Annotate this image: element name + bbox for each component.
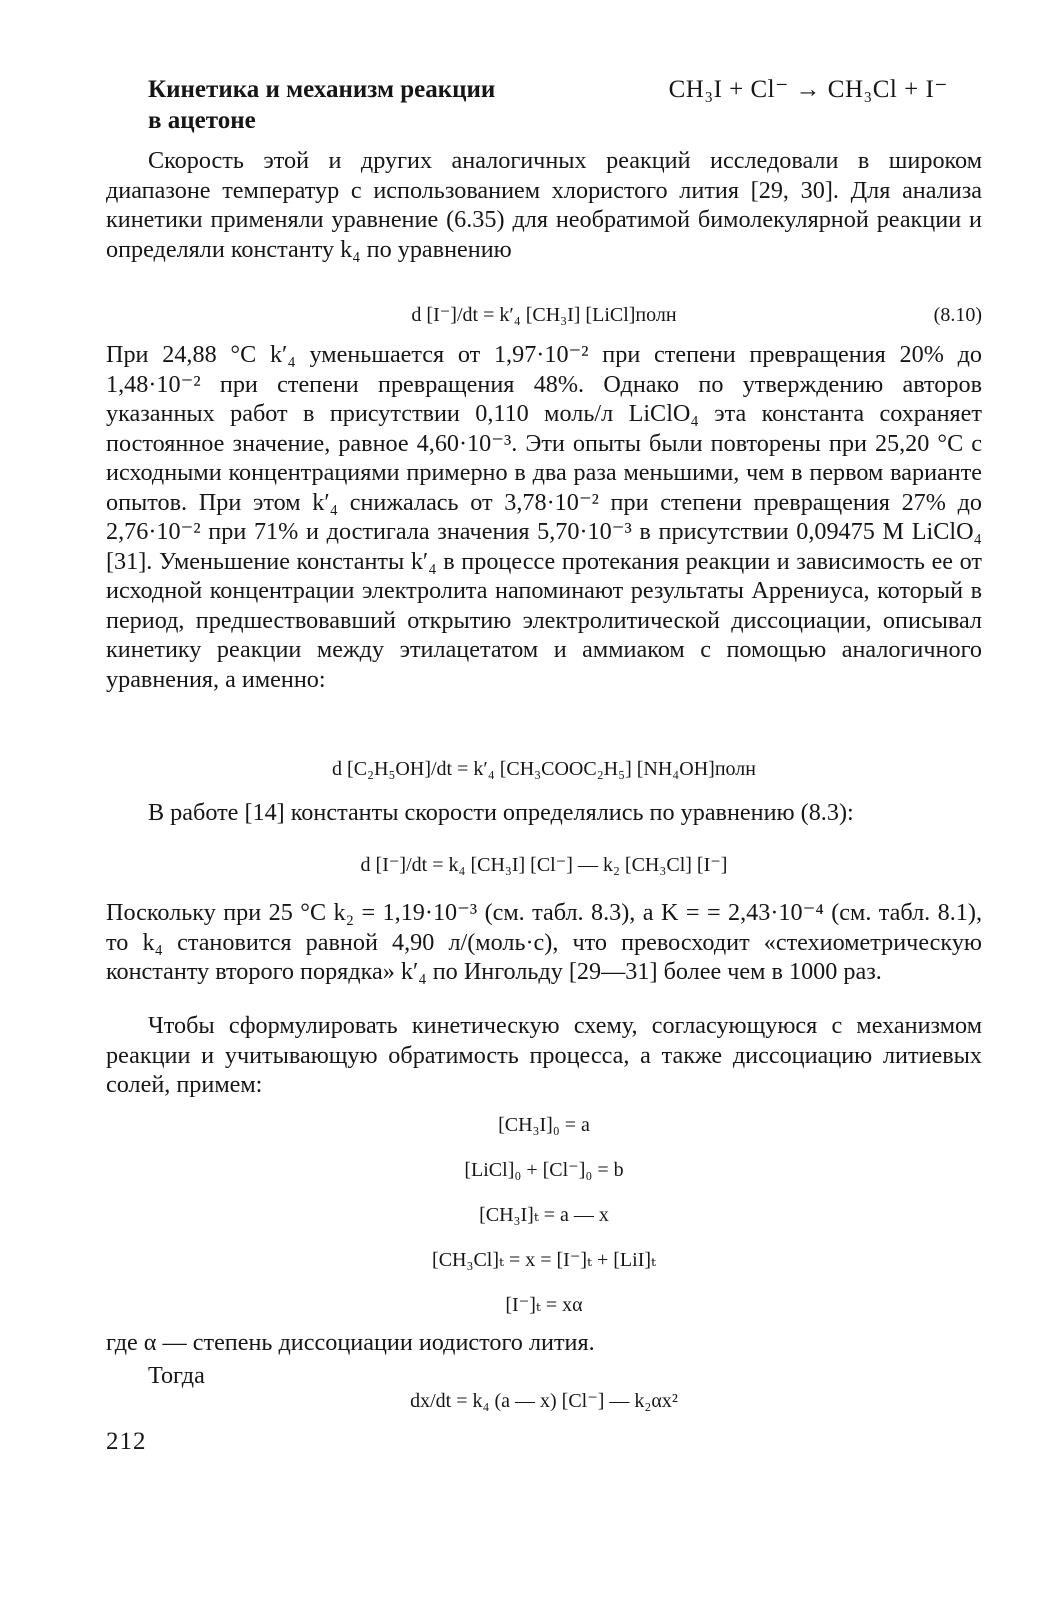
equation-8-10	[106, 302, 982, 328]
equation-initial-ch3i: [CH₃I]₀ = a	[498, 1114, 590, 1136]
equation-ch3cl-t: [CH₃Cl]ₜ = x = [I⁻]ₜ + [LiI]ₜ	[432, 1249, 656, 1271]
heading-subtitle: в ацетоне	[148, 107, 256, 134]
equation-8-3: d [I⁻]/dt = k₄ [CH₃I] [Cl⁻] — k₂ [CH₃Cl] [I⁻]	[360, 854, 728, 876]
paragraph-6: где α — степень диссоциации иодистого лития.	[106, 1329, 595, 1356]
page-number: 212	[106, 1428, 147, 1455]
equation-arrhenius: d [C₂H₅OH]/dt = k′₄ [CH₃COOC₂H₅] [NH₄OH]полн	[332, 758, 756, 780]
paragraph-7: Тогда	[148, 1362, 205, 1389]
heading-reaction: CH₃I + Cl⁻ → CH₃Cl + I⁻	[668, 76, 948, 103]
heading-title: Кинетика и механизм реакции	[148, 76, 496, 103]
paragraph-3: В работе [14] константы скорости определялись по уравнению (8.3):	[148, 799, 854, 826]
equation-rate: dx/dt = k₄ (a — x) [Cl⁻] — k₂αx²	[410, 1390, 678, 1412]
paragraph-1: Скорость этой и других аналогичных реакций исследовали в широком диапазоне температур с использованием хлористого лития [29, 30]. Для анализа кинетики применяли уравнение (6.35) для необратимой бимолекулярной реакции и определяли константу k₄ по уравнению	[106, 147, 982, 263]
paragraph-5: Чтобы сформулировать кинетическую схему, согласующуюся с механизмом реакции и учитывающую обратимость процесса, а также диссоциацию литиевых солей, примем:	[106, 1012, 982, 1098]
equation-8-10-body: d [I⁻]/dt = k′₄ [CH₃I] [LiCl]полн	[411, 304, 677, 326]
paragraph-2: При 24,88 °С k′₄ уменьшается от 1,97·10⁻² при степени превращения 20% до 1,48·10⁻² при степени превращения 48%. Однако по утверждению авторов указанных работ в присутствии 0,110 моль/л LiClO₄ эта константа сохраняет постоянное значение, равное 4,60·10⁻³. Эти опыты были повторены при 25,20 °С с исходными концентрациями примерно в два раза меньшими, чем в первом варианте опытов. При этом k′₄ снижалась от 3,78·10⁻² при степени превращения 27% до 2,76·10⁻² при 71% и достигала значения 5,70·10⁻³ в присутствии 0,09475 M LiClO₄ [31]. Уменьшение константы k′₄ в процессе протекания реакции и зависимость ее от исходной концентрации электролита напоминают результаты Аррениуса, который в период, предшествовавший открытию электролитической диссоциации, описывал кинетику реакции между этилацетатом и аммиаком с помощью аналогичного уравнения, а именно:	[106, 341, 982, 693]
section-heading	[148, 74, 948, 136]
paragraph-4: Поскольку при 25 °С k₂ = 1,19·10⁻³ (см. табл. 8.3), а K = = 2,43·10⁻⁴ (см. табл. 8.1), то k₄ становится равной 4,90 л/(моль·с), что превосходит «стехиометрическую константу второго порядка» k′₄ по Ингольду [29—31] более чем в 1000 раз.	[106, 899, 982, 985]
equation-iodide-t: [I⁻]ₜ = xα	[505, 1294, 583, 1316]
equation-ch3i-t: [CH₃I]ₜ = a — x	[479, 1204, 609, 1226]
equation-initial-licl: [LiCl]₀ + [Cl⁻]₀ = b	[464, 1159, 624, 1181]
equation-number: (8.10)	[933, 304, 982, 326]
